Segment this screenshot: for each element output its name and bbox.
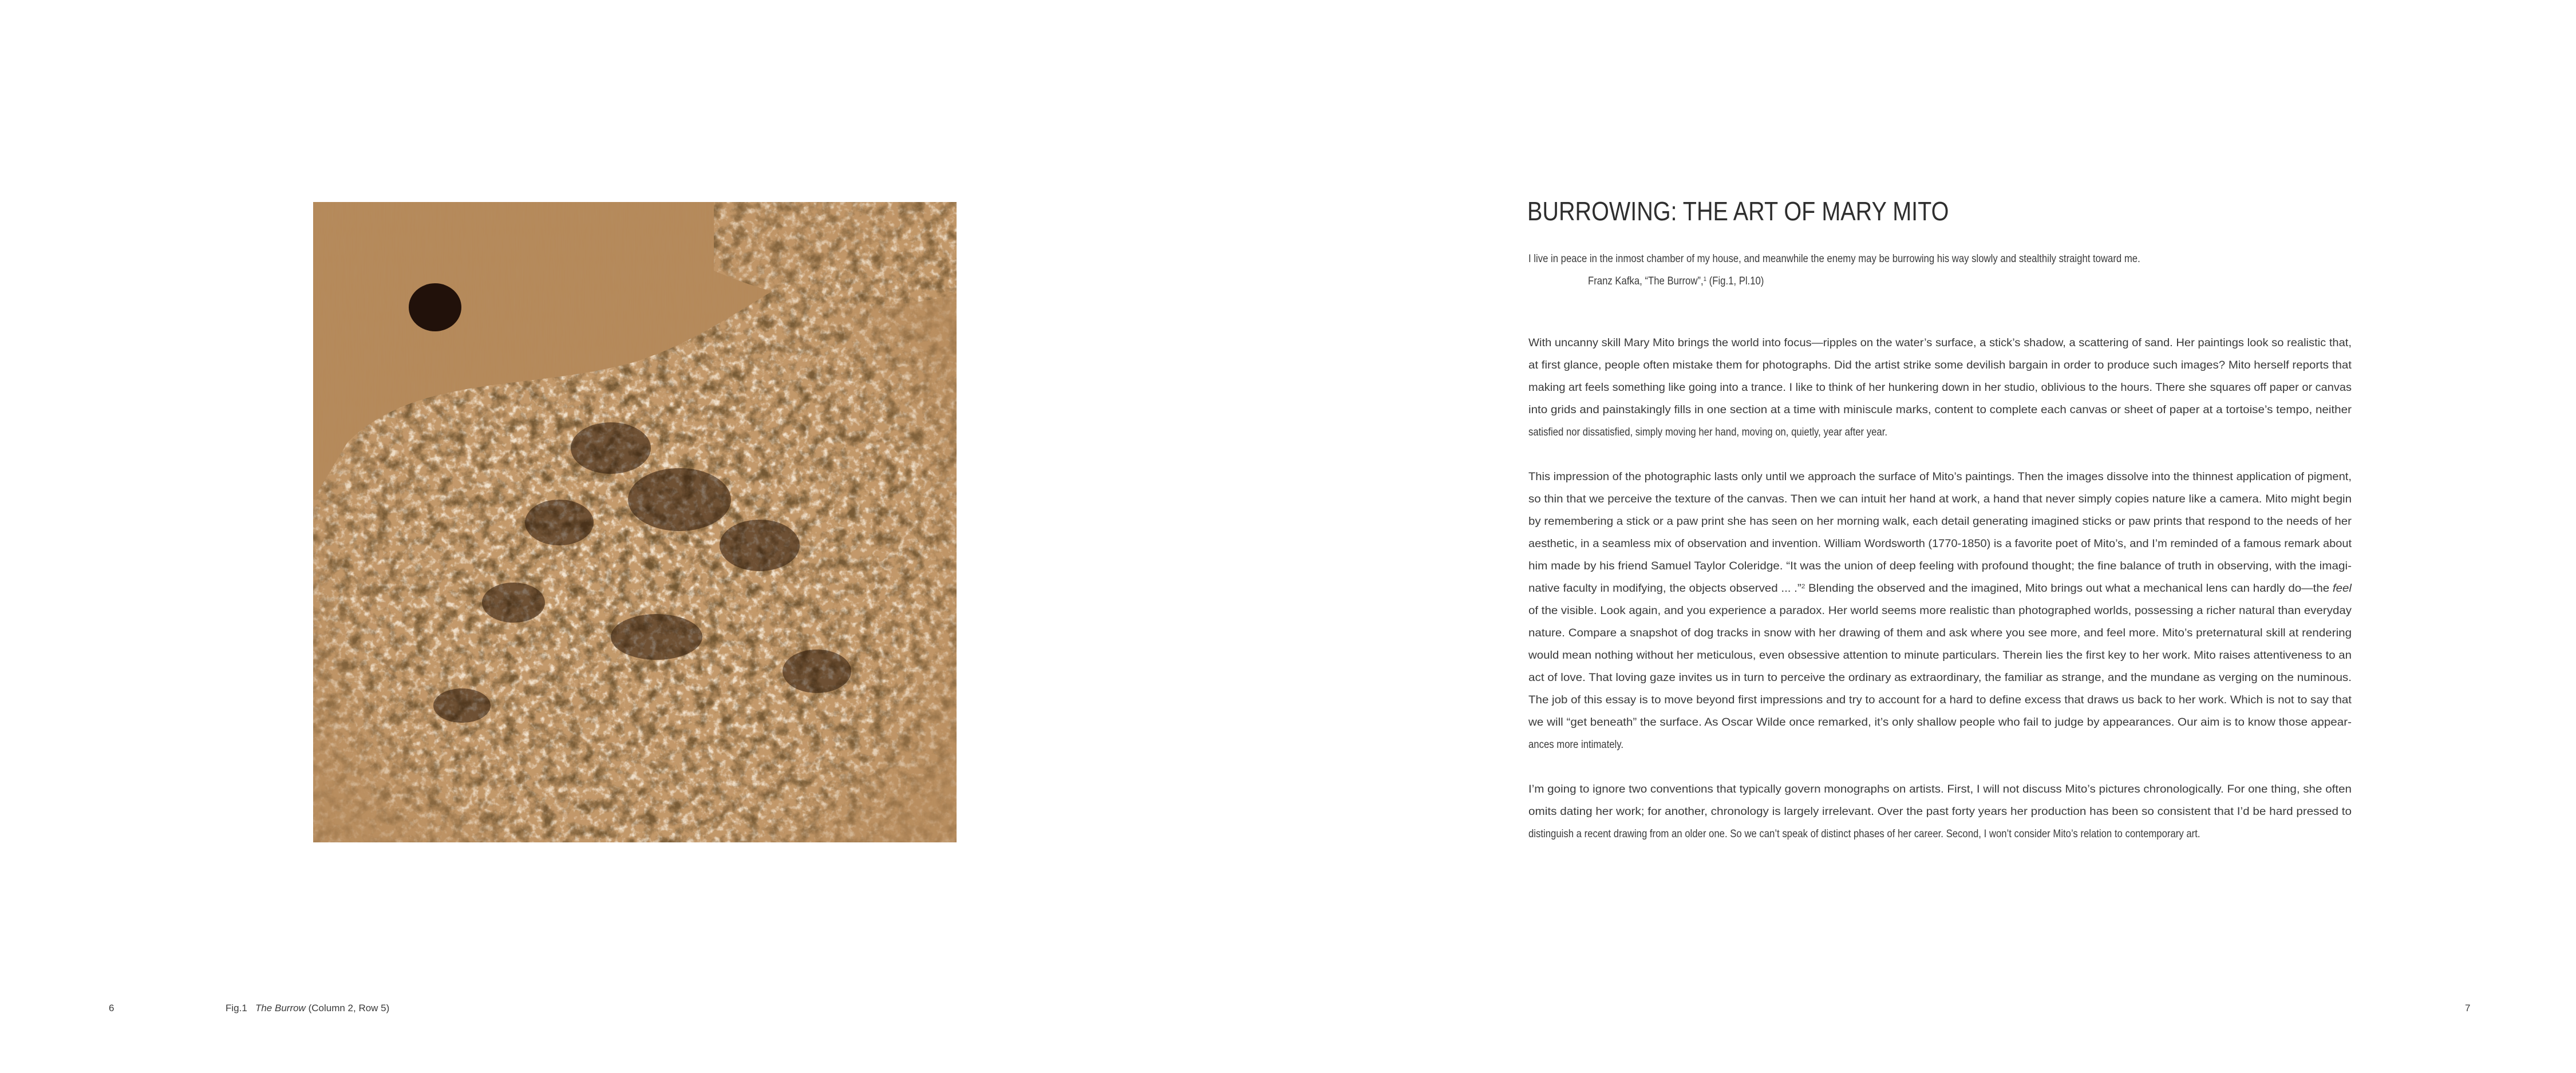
paragraph-1-line: satisfied nor dissatisfied, simply moving her hand, moving on, quietly, year after year. bbox=[1528, 426, 1887, 438]
footnote-ref-2: 2 bbox=[1801, 583, 1805, 590]
paragraph-2-line: would mean nothing without her meticulous, even obsessive attention to minute particulars. Therein lies the first key to her work. Mito raises attentiveness to an bbox=[1528, 650, 2352, 662]
paragraph-2-line: aesthetic, in a seamless mix of observation and invention. William Wordsworth (1770-1850) is a favorite poet of Mito’s, and I’m reminded of a famous remark about bbox=[1528, 538, 2352, 550]
sand-texture bbox=[313, 202, 957, 842]
paragraph-1-line: With uncanny skill Mary Mito brings the world into focus—ripples on the water’s surface, a stick’s shadow, a scattering of sand. Her paintings look so realistic that, bbox=[1528, 337, 2352, 349]
paragraph-2-line: This impression of the photographic lasts only until we approach the surface of Mito’s paintings. Then the images dissolve into the thinnest application of pigment, bbox=[1528, 471, 2352, 483]
figure-details: (Column 2, Row 5) bbox=[308, 1003, 390, 1013]
paragraph-1-line: making art feels something like going into a trance. I like to think of her hunkering down in her studio, oblivious to the hours. There she squares off paper or canvas bbox=[1528, 382, 2352, 394]
figure-caption bbox=[226, 1003, 389, 1014]
paragraph-1-line: into grids and painstakingly fills in one section at a time with miniscule marks, content to complete each canvas or sheet of paper at a tortoise’s tempo, neither bbox=[1528, 404, 2352, 416]
burrow-hole bbox=[409, 283, 461, 331]
paragraph-2-line: native faculty in modifying, the objects observed ... .”$^2$ Blending the observed and the imagined, Mito brings out what a mechanical lens can hardly do—the feel bbox=[1528, 583, 2352, 595]
page-number-left: 6 bbox=[109, 1003, 114, 1013]
paragraph-2-line: of the visible. Look again, and you experience a paradox. Her world seems more realistic than photographed worlds, possessing a richer natural than everyday bbox=[1528, 605, 2352, 617]
epigraph-attribution bbox=[1588, 270, 1764, 292]
paragraph-2-line: by remembering a stick or a paw print she has seen on her morning walk, each detail generating imagined sticks or paw prints that respond to the needs of her bbox=[1528, 516, 2352, 528]
painting-canvas bbox=[313, 202, 957, 842]
attribution-figure-ref: (Fig.1, Pl.10) bbox=[1706, 275, 1764, 287]
paragraph-3-line: I’m going to ignore two conventions that typically govern monographs on artists. First, I will not discuss Mito’s pictures chronologically. For one thing, she often bbox=[1528, 783, 2352, 795]
paragraph-3-line: distinguish a recent drawing from an older one. So we can’t speak of distinct phases of her career. Second, I won’t consider Mito’s relation to contemporary art. bbox=[1528, 828, 2200, 840]
essay-title: BURROWING: THE ART OF MARY MITO bbox=[1527, 196, 1949, 226]
painting-image bbox=[313, 202, 957, 842]
paragraph-2-line: nature. Compare a snapshot of dog tracks in snow with her drawing of them and ask where you see more, and feel more. Mito’s preternatural skill at rendering bbox=[1528, 627, 2352, 639]
paragraph-2-line: act of love. That loving gaze invites us in turn to perceive the ordinary as extraordinary, the familiar as strange, and the mundane as verging on the numinous. bbox=[1528, 672, 2352, 684]
paragraph-2-line: so thin that we perceive the texture of the canvas. Then we can intuit her hand at work, a hand that never simply copies nature like a camera. Mito might begin bbox=[1528, 493, 2352, 505]
emphasis-feel: feel bbox=[2332, 583, 2352, 595]
paragraph-2-line: The job of this essay is to move beyond first impressions and try to account for a hard to define excess that draws us back to her work. Which is not to say that bbox=[1528, 694, 2352, 706]
epigraph-quote: I live in peace in the inmost chamber of my house, and meanwhile the enemy may be burrowing his way slowly and stealthily straight toward me. bbox=[1528, 253, 2140, 265]
paragraph-2-line: ances more intimately. bbox=[1528, 739, 1624, 751]
footnote-ref-1: 1 bbox=[1703, 276, 1707, 283]
paragraph-1-line: at first glance, people often mistake them for photographs. Did the artist strike some devilish bargain in order to produce such images? Mito herself reports that bbox=[1528, 359, 2352, 371]
paragraph-2-line: we will “get beneath” the surface. As Oscar Wilde once remarked, it’s only shallow people who fail to judge by appearances. Our aim is to know those appear- bbox=[1528, 716, 2352, 728]
page-number-right: 7 bbox=[2465, 1003, 2471, 1013]
attribution-text: Franz Kafka, “The Burrow”, bbox=[1588, 275, 1704, 287]
paragraph-2-line: him made by his friend Samuel Taylor Coleridge. “It was the union of deep feeling with profound thought; the fine balance of truth in observing, with the imagi- bbox=[1528, 560, 2352, 572]
figure-title: The Burrow bbox=[255, 1003, 306, 1013]
figure-label: Fig.1 bbox=[226, 1003, 247, 1013]
paragraph-3-line: omits dating her work; for another, chronology is largely irrelevant. Over the past forty years her production has been so consistent that I’d be hard pressed to bbox=[1528, 806, 2352, 818]
